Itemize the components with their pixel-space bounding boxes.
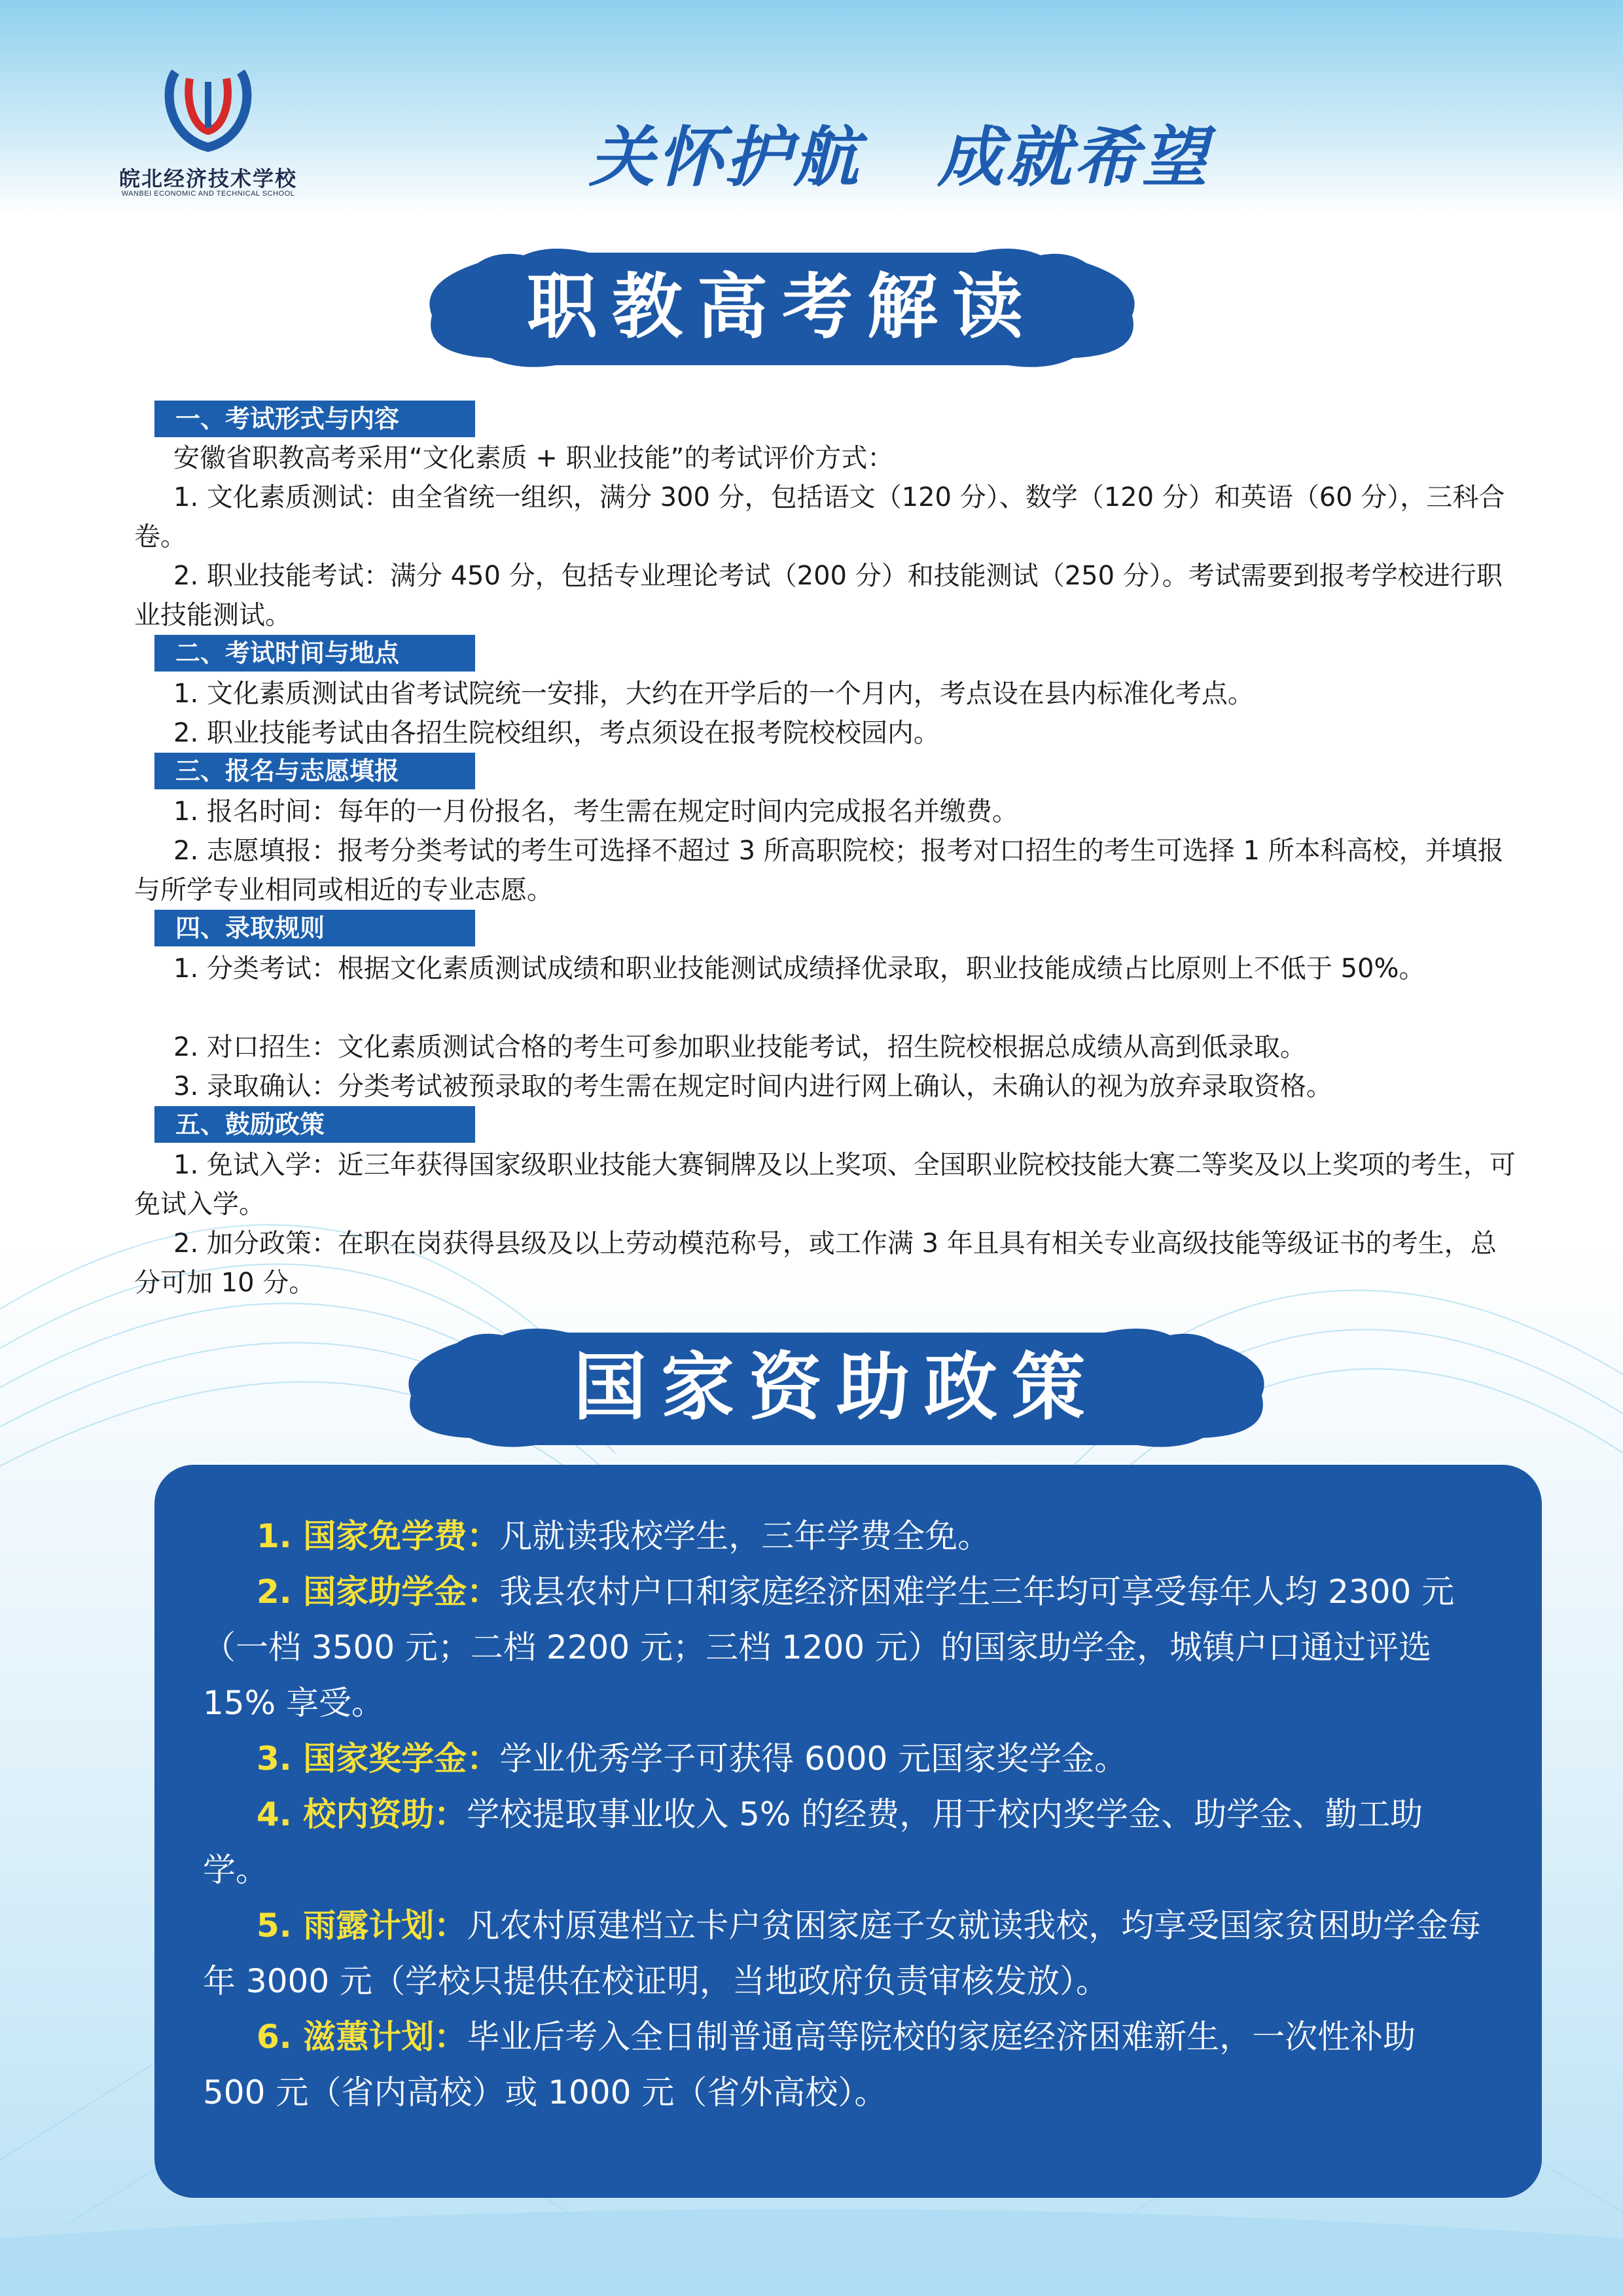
aid-item-1: [203, 1509, 1486, 1564]
section-1-paragraph-3: 2. 职业技能考试：满分 450 分，包括专业理论考试（200 分）和技能测试（250 分）。考试需要到报考学校进行职业技能测试。: [134, 561, 1503, 630]
section-3-paragraph-1: 1. 报名时间：每年的一月份报名，考生需在规定时间内完成报名并缴费。: [173, 797, 1018, 827]
section-3-paragraph-2: 2. 志愿填报：报考分类考试的考生可选择不超过 3 所高职院校；报考对口招生的考生可选择 1 所本科高校，并填报与所学专业相同或相近的专业志愿。: [134, 836, 1504, 905]
section-heading-4: 四、录取规则: [154, 910, 475, 946]
section-5-paragraph-2: 2. 加分政策：在职在岗获得县级及以上劳动模范称号，或工作满 3 年且具有相关专业高级技能等级证书的考生，总分可加 10 分。: [134, 1229, 1497, 1298]
section-4-paragraph-2: 2. 对口招生：文化素质测试合格的考生可参加职业技能考试，招生院校根据总成绩从高到低录取。: [173, 1032, 1306, 1062]
logo-school-name-en: WANBEI ECONOMIC AND TECHNICAL SCHOOL: [121, 190, 295, 198]
aid-item-text: 学业优秀学子可获得 6000 元国家奖学金。: [499, 1740, 1128, 1778]
banner-title: 国家资助政策: [573, 1345, 1099, 1430]
aid-item-text: 我县农村户口和家庭经济困难学生三年均可享受每年人均 2300 元（一档 3500 元；二档 2200 元；三档 1200 元）的国家助学金，城镇户口通过评选 15% 享受。: [203, 1573, 1455, 1722]
aid-item-6: [203, 2009, 1486, 2121]
aid-item-text: 凡就读我校学生，三年学费全免。: [499, 1517, 991, 1555]
slogan: 关怀护航 成就希望: [589, 119, 1210, 196]
aid-item-label: 6. 滋蕙计划：: [257, 2018, 467, 2056]
section-4-paragraph-1: 1. 分类考试：根据文化素质测试成绩和职业技能测试成绩择优录取，职业技能成绩占比原则上不低于 50%。: [173, 954, 1425, 984]
aid-item-5: [203, 1898, 1486, 2009]
section-4-paragraph-3: 3. 录取确认：分类考试被预录取的考生需在规定时间内进行网上确认，未确认的视为放弃录取资格。: [173, 1071, 1332, 1102]
aid-item-label: 1. 国家免学费：: [257, 1517, 500, 1555]
aid-item-4: [203, 1787, 1486, 1898]
aid-item-label: 3. 国家奖学金：: [257, 1740, 500, 1778]
section-heading-3: 三、报名与志愿填报: [154, 753, 475, 789]
aid-item-3: [203, 1731, 1486, 1787]
section-2-paragraph-2: 2. 职业技能考试由各招生院校组织，考点须设在报考院校校园内。: [173, 718, 940, 748]
banner-national-aid: [398, 1323, 1275, 1454]
section-heading-2: 二、考试时间与地点: [154, 635, 475, 672]
aid-item-label: 4. 校内资助：: [257, 1795, 467, 1833]
school-logo: [110, 65, 306, 203]
banner-vocational-exam: [419, 243, 1145, 374]
banner-title: 职教高考解读: [526, 266, 1037, 348]
aid-item-text: 毕业后考入全日制普通高等院校的家庭经济困难新生，一次性补助 500 元（省内高校）或 1000 元（省外高校）。: [203, 2018, 1416, 2111]
logo-emblem-icon: [149, 65, 267, 157]
logo-school-name-cn: 皖北经济技术学校: [118, 166, 297, 191]
section-5-paragraph-1: 1. 免试入学：近三年获得国家级职业技能大赛铜牌及以上奖项、全国职业院校技能大赛二等奖及以上奖项的考生，可免试入学。: [134, 1150, 1516, 1219]
section-2-paragraph-1: 1. 文化素质测试由省考试院统一安排，大约在开学后的一个月内，考点设在县内标准化考点。: [173, 679, 1254, 709]
aid-item-label: 5. 雨露计划：: [257, 1907, 467, 1945]
aid-item-label: 2. 国家助学金：: [257, 1573, 500, 1611]
section-heading-5: 五、鼓励政策: [154, 1106, 475, 1143]
section-heading-1: 一、考试形式与内容: [154, 401, 475, 437]
section-1-paragraph-1: 安徽省职教高考采用“文化素质 + 职业技能”的考试评价方式：: [173, 443, 894, 473]
aid-item-text: 学校提取事业收入 5% 的经费，用于校内奖学金、助学金、勤工助学。: [203, 1795, 1423, 1889]
section-1-paragraph-2: 1. 文化素质测试：由全省统一组织，满分 300 分，包括语文（120 分）、数学（120 分）和英语（60 分），三科合卷。: [134, 482, 1505, 552]
aid-item-2: [203, 1564, 1486, 1731]
aid-item-text: 凡农村原建档立卡户贫困家庭子女就读我校，均享受国家贫困助学金每年 3000 元（学校只提供在校证明，当地政府负责审核发放）。: [203, 1907, 1482, 2000]
